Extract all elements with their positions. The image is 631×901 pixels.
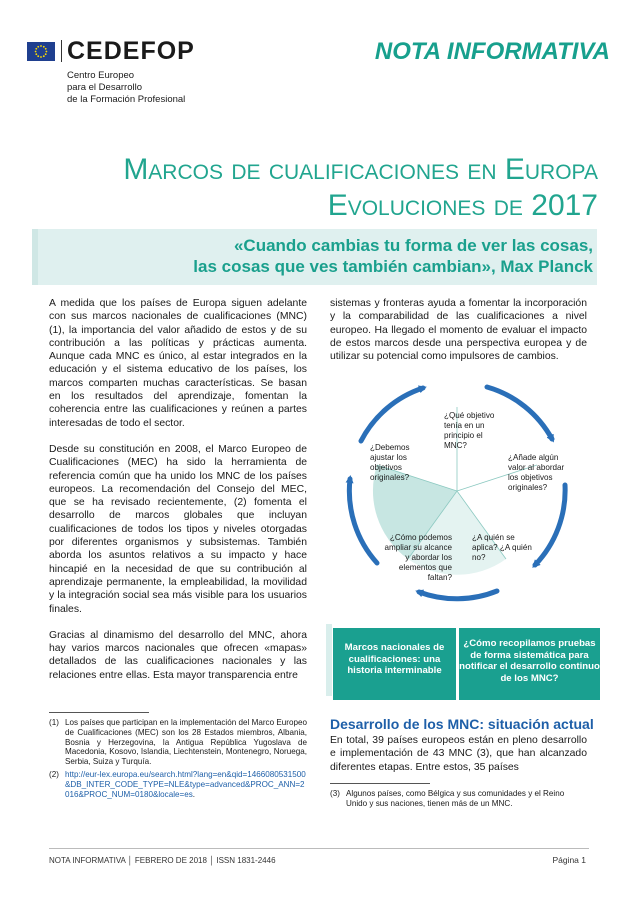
document-title-line-2: Evoluciones de 2017 [327, 189, 598, 222]
right-paragraph-1: sistemas y fronteras ayuda a fomentar la incorporación y la comparabilidad de las cualificaciones a nivel europeo. Ha llegado el momento de evaluar el impacto de estos marcos desde una perspectiva europea y de utilizar su potencial como impulsores de cambios. [330, 298, 587, 363]
footnote-2-end: . [192, 789, 196, 799]
footer-rule [49, 848, 589, 849]
cycle-question-4: ¿Cómo podemos ampliar su alcance y abordar los elementos que faltan? [384, 533, 452, 582]
section-heading: Desarrollo de los MNC: situación actual [330, 716, 594, 732]
section-paragraph: En total, 39 países europeos están en pleno desarrollo e implementación de 43 MNC (3), que han alcanzado diferentes etapas. Entre estos, 35 países [330, 735, 587, 773]
cycle-question-5: ¿Debemos ajustar los objetivos originales? [370, 443, 410, 482]
left-column [49, 297, 307, 695]
footnote-1-text: Los países que participan en la implementación del Marco Europeo de Cualificaciones (MEC) son los 28 Estados miembros, Albania, Bosnia y Herzegovina, la Antigua República Yugoslava de Macedonia, Kosovo, Islandia, Liechtenstein, Montenegro, Noruega, Serbia, Suiza y Turquía. [65, 718, 307, 767]
footer-publication-info: NOTA INFORMATIVA │ FEBRERO DE 2018 │ ISSN 1831-2446 [49, 856, 276, 865]
cycle-question-1: ¿Qué objetivo tenía en un principio el MNC? [444, 411, 495, 450]
footnote-2-mark: (2) [49, 770, 59, 779]
footnote-2 [49, 770, 307, 799]
left-paragraph-3: Gracias al dinamismo del desarrollo del MNC, ahora hay varios marcos nacionales que ofrecen «mapas» detallados de las cualificaciones nacionales y las relaciones entre ellas. Esta mayor transparencia entre [49, 629, 307, 681]
quote-banner-accent [32, 229, 38, 285]
footnote-3 [330, 789, 587, 809]
footnote-1-mark: (1) [49, 718, 59, 727]
right-column [330, 297, 587, 376]
quote-line-2: las cosas que ves también cambian», Max Planck [193, 257, 593, 276]
cedefop-logo-text: CEDEFOP [67, 37, 195, 65]
document-title-line-1: Marcos de cualificaciones en Europa [123, 153, 598, 186]
eu-flag-logo [27, 42, 55, 61]
info-box-frameworks: Marcos nacionales de cualificaciones: una historia interminable [333, 628, 456, 700]
info-box-evidence: ¿Cómo recopilamos pruebas de forma sistemática para notificar el desarrollo continuo de los MNC? [459, 628, 600, 700]
footnote-2-link[interactable]: http://eur-lex.europa.eu/search.html?lang=en&qid=1466080531500&DB_INTER_CODE_TYPE=NLE&type=advanced&PROC_ANN=2016&PROC_NUM=0180&locale=es [65, 770, 306, 799]
left-paragraph-2: Desde su constitución en 2008, el Marco Europeo de Cualificaciones (MEC) ha sido la herramienta de referencia común que ha unido los MNC de los países europeos. La recomendación del Consejo del MEC, que se ha revisado recientemente, (2) fomenta el desarrollo de marcos globales que incluyan cualificaciones de todos los tipos y niveles otorgadas por diferentes organismos y subsistemas. También aborda los asuntos relativos a su impacto y hace hincapié en la necesidad de que su contribución al aprendizaje permanente, la empleabilidad, la movilidad y la integración social sea más visible para los usuarios finales. [49, 443, 307, 615]
box-side-tab [326, 624, 332, 696]
footnote-rule-left [49, 712, 149, 713]
footnote-3-text: Algunos países, como Bélgica y sus comunidades y el Reino Unido y sus naciones, tienen más de un MNC. [346, 789, 565, 808]
footnote-1 [49, 718, 307, 767]
quote-line-1: «Cuando cambias tu forma de ver las cosas, [233, 236, 593, 255]
page-number: Página 1 [552, 855, 586, 865]
cycle-question-2: ¿Añade algún valor al abordar los objetivos originales? [508, 453, 565, 492]
org-name-line-3: de la Formación Profesional [67, 94, 186, 105]
logo-divider [61, 40, 62, 62]
org-name-line-1: Centro Europeo [67, 70, 135, 81]
eu-stars-icon [27, 42, 55, 61]
footnote-3-mark: (3) [330, 789, 340, 798]
footnote-rule-right [330, 783, 430, 784]
org-name-line-2: para el Desarrollo [67, 82, 142, 93]
publication-type-title: NOTA INFORMATIVA [374, 38, 610, 65]
cycle-question-3: ¿A quién se aplica? ¿A quién no? [472, 533, 532, 562]
cycle-diagram [340, 375, 574, 607]
left-paragraph-1: A medida que los países de Europa siguen adelante con sus marcos nacionales de cualificaciones (MNC) (1), la importancia del valor añadido de estos y de su contribución a las políticas y prácticas aumenta. Aunque cada MNC es único, al estar integrados en la educación y el sistema educativo de los países, los marcos comparten muchas características. Se basan en los resultados del aprendizaje, fomentan la coherencia entre las cualificaciones y reúnen a partes interesadas de todo el sector. [49, 298, 307, 429]
